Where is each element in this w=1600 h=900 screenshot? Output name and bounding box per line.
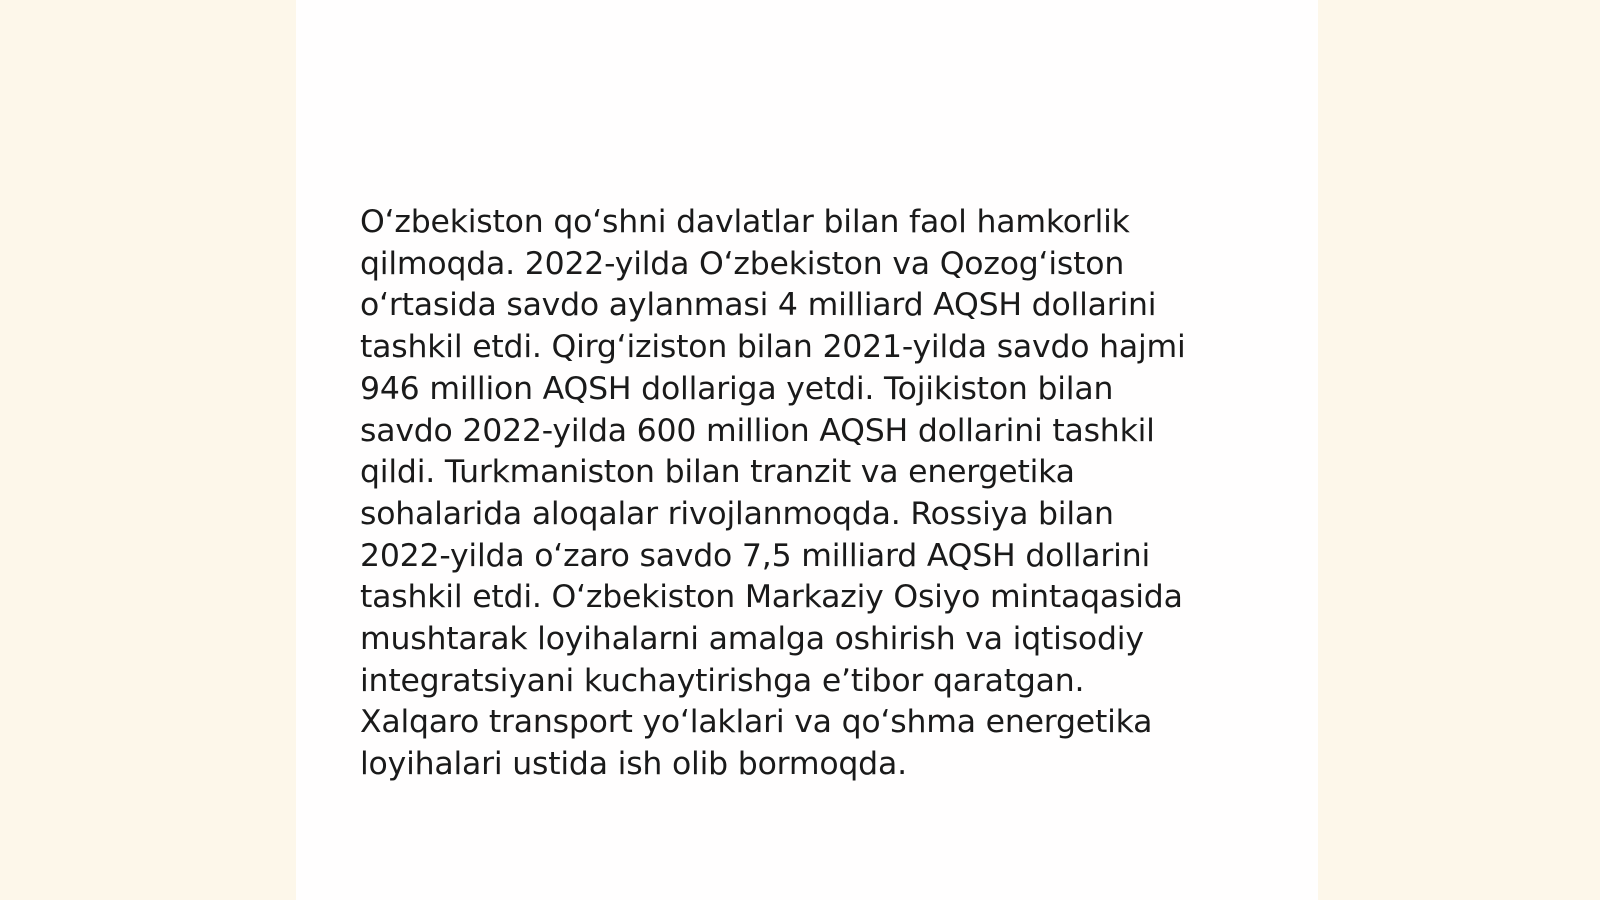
text-line-2: qilmoqda. 2022-yilda Oʻzbekiston va Qozogʻiston — [360, 245, 1125, 282]
body-paragraph — [360, 202, 1240, 786]
text-line-10: tashkil etdi. Oʻzbekiston Markaziy Osiyo mintaqasida — [360, 579, 1183, 616]
text-line-5: 946 million AQSH dollariga yetdi. Tojikiston bilan — [360, 370, 1114, 407]
text-line-8: sohalarida aloqalar rivojlanmoqda. Rossiya bilan — [360, 495, 1114, 532]
text-line-7: qildi. Turkmaniston bilan tranzit va energetika — [360, 454, 1075, 491]
text-line-4: tashkil etdi. Qirgʻiziston bilan 2021-yilda savdo hajmi — [360, 329, 1186, 366]
text-line-12: integratsiyani kuchaytirishga eʼtibor qaratgan. — [360, 662, 1085, 699]
text-line-14: loyihalari ustida ish olib bormoqda. — [360, 746, 907, 783]
text-line-9: 2022-yilda oʻzaro savdo 7,5 milliard AQSH dollarini — [360, 537, 1151, 574]
text-line-1: Oʻzbekiston qoʻshni davlatlar bilan faol hamkorlik — [360, 204, 1130, 240]
document-sheet — [296, 0, 1318, 900]
text-line-11: mushtarak loyihalarni amalga oshirish va iqtisodiy — [360, 621, 1144, 658]
text-line-6: savdo 2022-yilda 600 million AQSH dollarini tashkil — [360, 412, 1155, 449]
text-line-13: Xalqaro transport yoʻlaklari va qoʻshma energetika — [360, 704, 1153, 741]
text-line-3: oʻrtasida savdo aylanmasi 4 milliard AQSH dollarini — [360, 287, 1157, 324]
